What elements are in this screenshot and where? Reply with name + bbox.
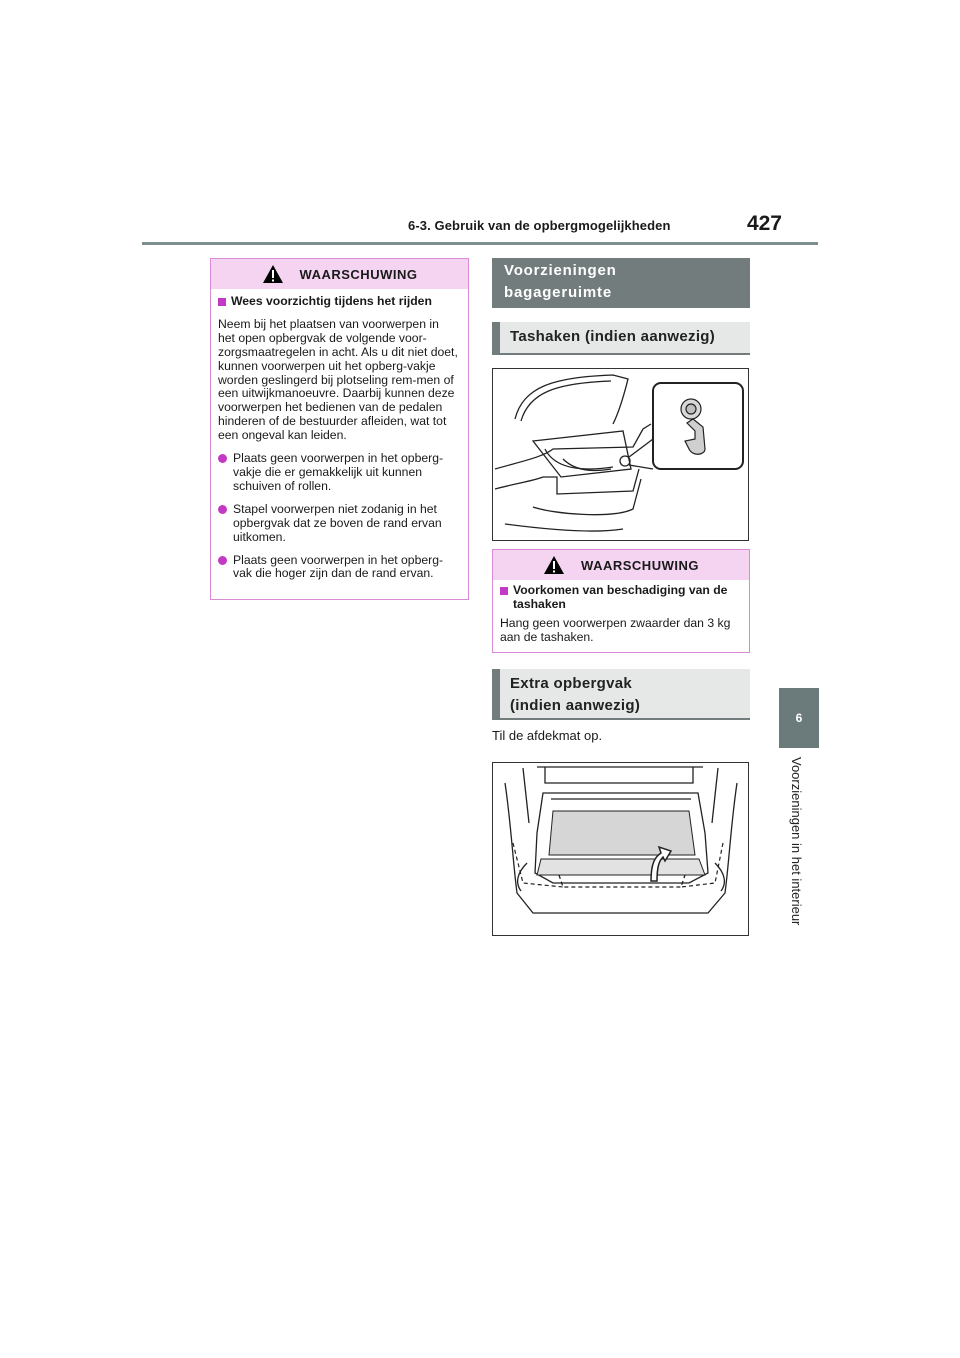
square-bullet-icon	[218, 298, 226, 306]
warning-heading: Voorkomen van beschadiging van de tashaken	[500, 584, 739, 612]
header-divider	[142, 242, 818, 245]
warning-heading: Wees voorzichtig tijdens het rijden	[218, 295, 458, 309]
warning-bullet: Stapel voorwerpen niet zodanig in het opbergvak dat ze boven de rand ervan uitkomen.	[218, 503, 458, 545]
chapter-tab: 6	[779, 688, 819, 748]
instruction-text: Til de afdekmat op.	[492, 728, 603, 743]
section-title: 6-3. Gebruik van de opbergmogelijkheden	[408, 218, 671, 233]
round-bullet-icon	[218, 454, 227, 463]
warning-bullet: Plaats geen voorwerpen in het opberg-vakje die er gemakkelijk uit kunnen schuiven of rollen.	[218, 452, 458, 494]
warning-bullet: Plaats geen voorwerpen in het opberg-vak die hoger zijn dan de rand ervan.	[218, 554, 458, 582]
square-bullet-icon	[500, 587, 508, 595]
warning-header	[211, 259, 468, 289]
section-heading: Voorzieningen bagageruimte	[492, 258, 750, 308]
page-number: 427	[746, 212, 782, 235]
chapter-side-label: Voorzieningen in het interieur	[789, 757, 804, 926]
warning-paragraph: Neem bij het plaatsen van voorwerpen in het open opbergvak de volgende voor-zorgsmaatregelen in acht. Als u dit niet doet, kunnen voorwerpen uit het opberg-vakje worden geslingerd bij plotseling rem-men of een uitwijkmanoeuvre. Daarbij kunnen deze voorwerpen het bedienen van de pedalen hinderen of de bestuurder afleiden, wat tot een ongeval kan leiden.	[218, 316, 458, 443]
trunk-open-drawing	[493, 369, 748, 540]
bag-hook-illustration	[492, 368, 749, 541]
warning-title: WAARSCHUWING	[581, 557, 699, 573]
warning-header	[493, 550, 749, 580]
trunk-floor-drawing	[493, 763, 748, 935]
warning-box-bag-hooks	[492, 549, 750, 653]
warning-title: WAARSCHUWING	[299, 266, 418, 282]
tashaken-heading: Tashaken (indien aanwezig)	[492, 322, 750, 355]
extra-storage-heading: Extra opbergvak (indien aanwezig)	[492, 669, 750, 720]
extra-storage-illustration	[492, 762, 749, 936]
round-bullet-icon	[218, 505, 227, 514]
warning-box-driving	[210, 258, 469, 600]
round-bullet-icon	[218, 556, 227, 565]
warning-triangle-icon	[262, 264, 284, 284]
warning-paragraph: Hang geen voorwerpen zwaarder dan 3 kg aan de tashaken.	[500, 615, 731, 644]
warning-triangle-icon	[543, 555, 565, 575]
